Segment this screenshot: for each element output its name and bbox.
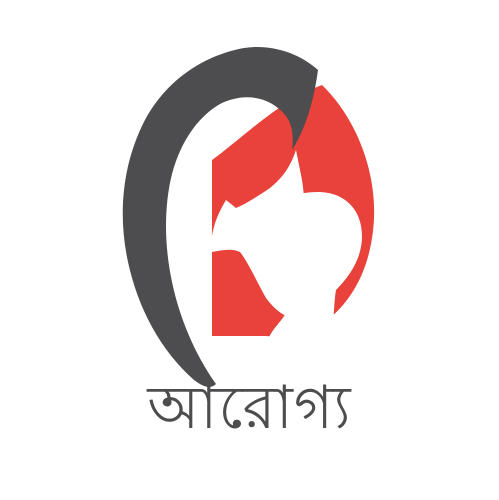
brand-wordmark: আরোগ্য bbox=[147, 373, 352, 443]
